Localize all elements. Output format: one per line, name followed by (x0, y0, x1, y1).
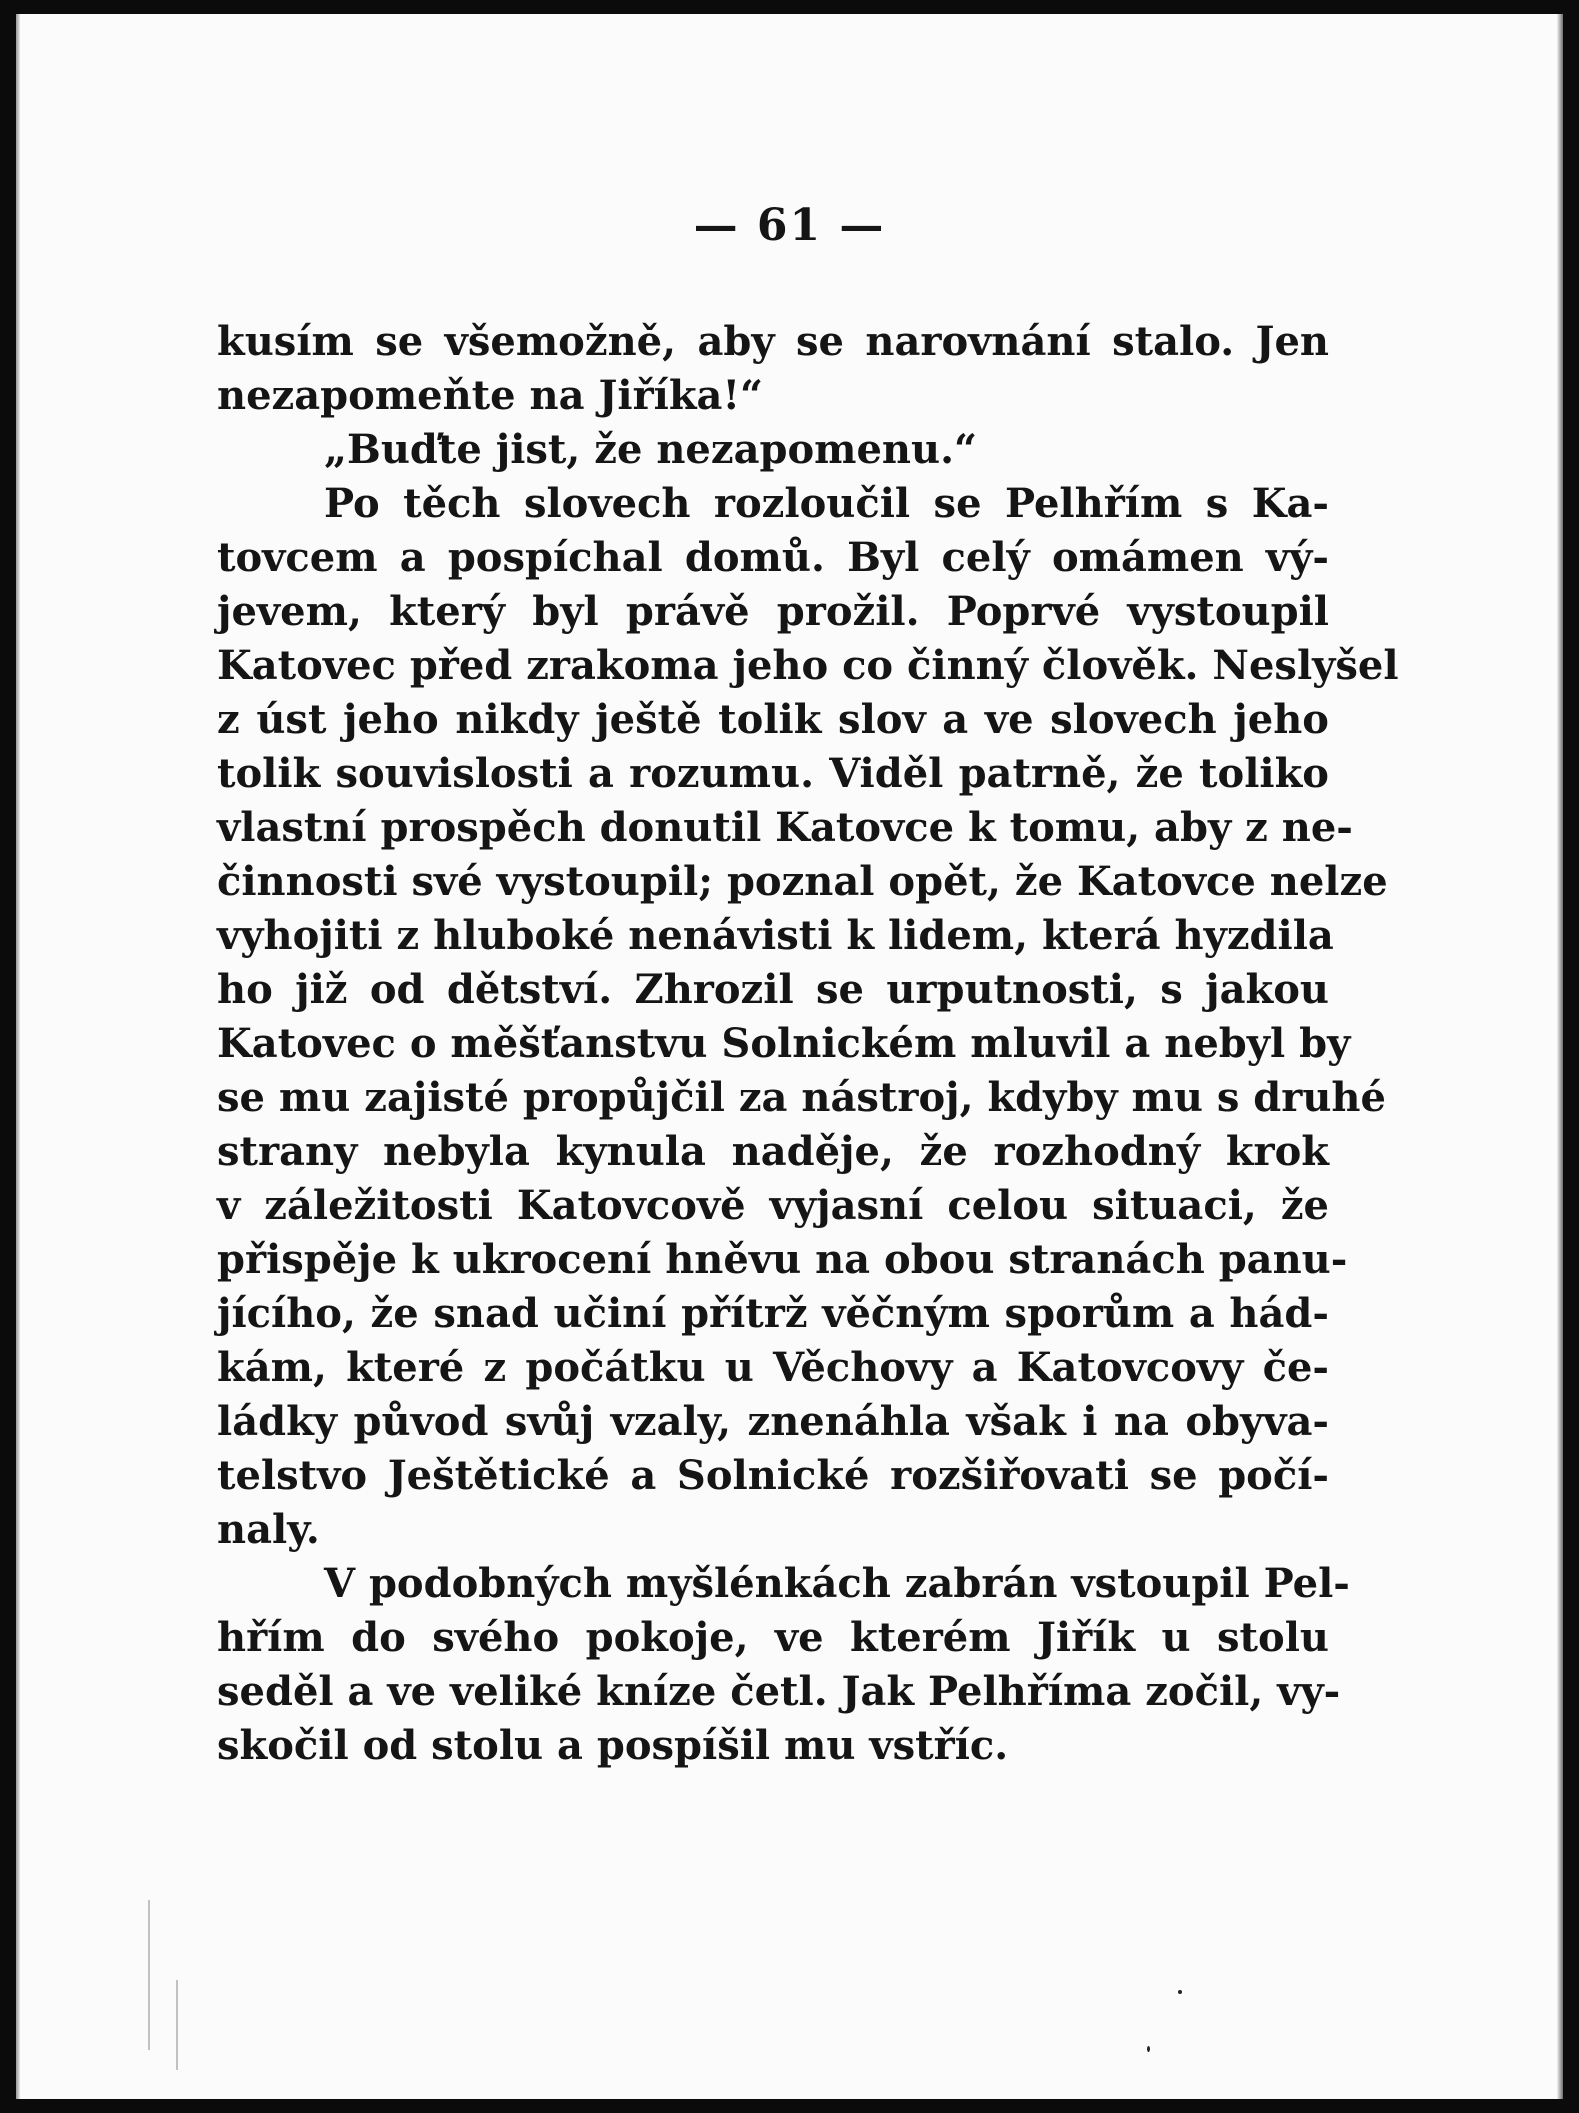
scan-speck (1147, 2046, 1150, 2052)
text-line: jevem, který byl právě prožil. Poprvé vystoupil (217, 588, 1329, 635)
text-line: činnosti své vystoupil; poznal opět, že Katovce nelze (217, 858, 1388, 905)
text-line: V podobných myšlénkách zabrán vstoupil Pel- (324, 1560, 1350, 1607)
text-line: Katovec před zrakoma jeho co činný člověk. Neslyšel (217, 642, 1399, 689)
text-line: naly. (217, 1506, 320, 1553)
text-line: jícího, že snad učiní přítrž věčným sporům a hád- (217, 1290, 1329, 1337)
text-line: „Buďte jist, že nezapomenu.“ (324, 426, 978, 473)
text-line: tolik souvislosti a rozumu. Viděl patrně, že toliko (217, 750, 1329, 797)
text-line: kám, které z počátku u Věchovy a Katovcovy če- (217, 1344, 1329, 1391)
text-line: přispěje k ukrocení hněvu na obou stranách panu- (217, 1236, 1348, 1283)
text-line: vyhojiti z hluboké nenávisti k lidem, která hyzdila (217, 912, 1334, 959)
page-edge-left (16, 14, 20, 2099)
text-line: vlastní prospěch donutil Katovce k tomu, aby z ne- (217, 804, 1353, 851)
text-line: telstvo Ještětické a Solnické rozšiřovati se počí- (217, 1452, 1329, 1499)
scan-speck (1178, 1990, 1182, 1994)
text-line: se mu zajisté propůjčil za nástroj, kdyby mu s druhé (217, 1074, 1386, 1121)
body-text (217, 315, 1399, 1773)
text-line: tovcem a pospíchal domů. Byl celý omámen vý- (217, 534, 1329, 581)
text-line: nezapomeňte na Jiříka!“ (217, 372, 764, 419)
text-line: ho již od dětství. Zhrozil se urputnosti, s jakou (217, 966, 1329, 1013)
text-line: Po těch slovech rozloučil se Pelhřím s Ka- (324, 480, 1329, 527)
text-line: kusím se všemožně, aby se narovnání stalo. Jen (217, 318, 1329, 365)
scan-scratch (176, 1980, 178, 2070)
text-line: strany nebyla kynula naděje, že rozhodný krok (217, 1128, 1329, 1175)
text-line: skočil od stolu a pospíšil mu vstříc. (217, 1722, 1009, 1769)
text-line: v záležitosti Katovcově vyjasní celou situaci, že (217, 1182, 1329, 1229)
text-line: z úst jeho nikdy ještě tolik slov a ve slovech jeho (217, 696, 1329, 743)
text-line: hřím do svého pokoje, ve kterém Jiřík u stolu (217, 1614, 1329, 1661)
text-line: seděl a ve veliké kníze četl. Jak Pelhříma zočil, vy- (217, 1668, 1341, 1715)
page-edge-right (1557, 14, 1563, 2099)
page-number: — 61 — (693, 200, 886, 251)
text-line: ládky původ svůj vzaly, znenáhla však i na obyva- (217, 1398, 1329, 1445)
scan-scratch (148, 1900, 150, 2050)
text-line: Katovec o měšťanstvu Solnickém mluvil a nebyl by (217, 1020, 1351, 1067)
